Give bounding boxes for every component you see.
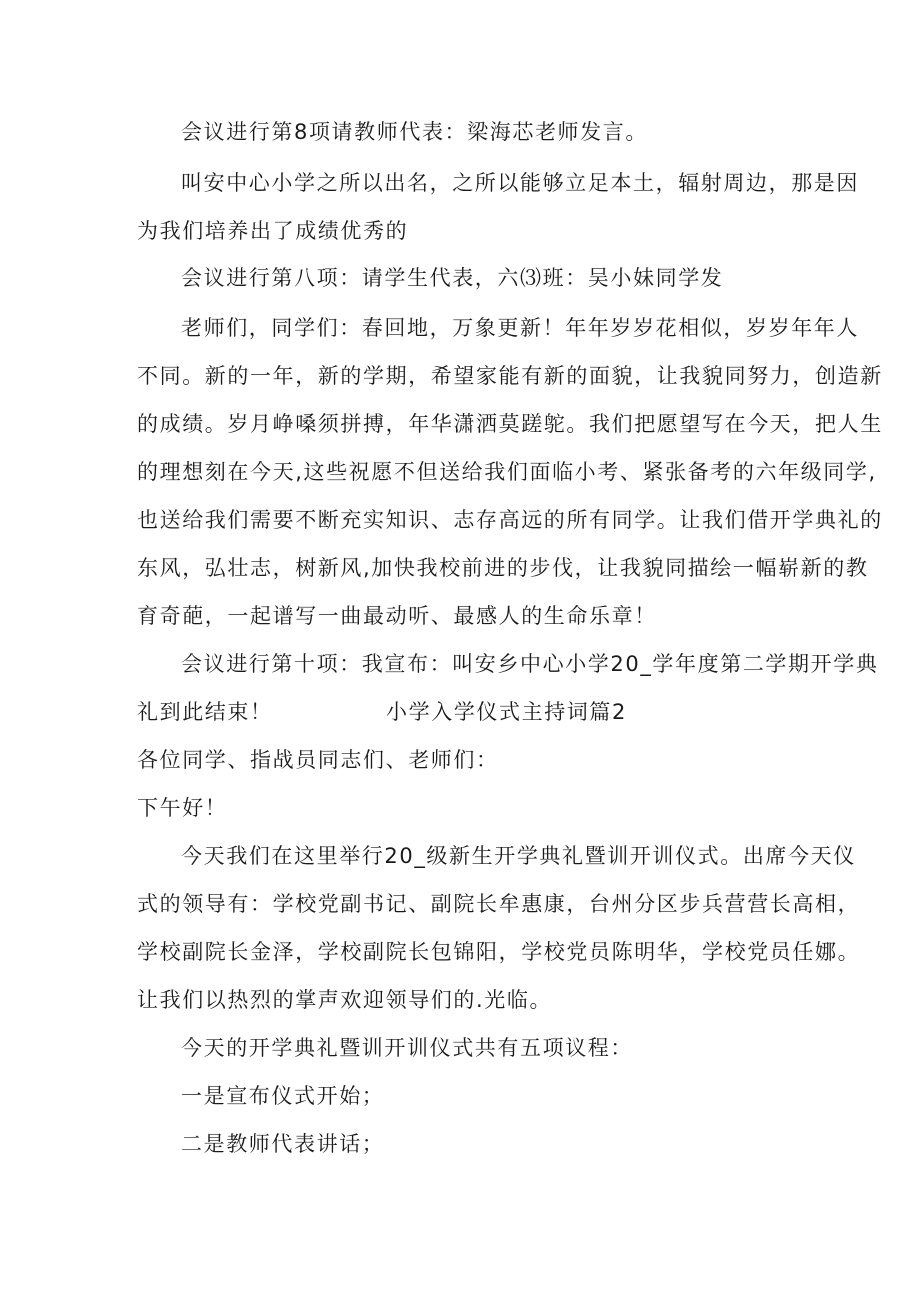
paragraph-line: 的成绩。岁月峥嗓须拼搏，年华潇洒莫蹉鸵。我们把愿望写在今天，把人生 [137, 412, 883, 436]
paragraph-line: 老师们，同学们：春回地，万象更新！年年岁岁花相似，岁岁年年人 [181, 316, 859, 340]
greeting: 下午好！ [137, 796, 228, 820]
paragraph-line: 会议进行第8项请教师代表：梁海芯老师发言。 [181, 120, 648, 144]
paragraph-line: 育奇葩，一起谱写一曲最动听、最感人的生命乐章！ [137, 604, 657, 628]
paragraph-line: 学校副院长金泽，学校副院长包锦阳，学校党员陈明华，学校党员任娜。 [137, 940, 861, 964]
paragraph-line: 礼到此结束！ [137, 700, 273, 724]
paragraph-line: 也送给我们需要不断充实知识、志存高远的所有同学。让我们借开学典礼的 [137, 508, 883, 532]
paragraph-line: 今天我们在这里举行20_级新生开学典礼暨训开训仪式。出席今天仪 [181, 844, 856, 868]
paragraph-line: 会议进行第十项：我宣布：叫安乡中心小学20_学年度第二学期开学典 [181, 652, 879, 676]
paragraph-line: 叫安中心小学之所以出名，之所以能够立足本土，辐射周边，那是因 [181, 171, 859, 195]
paragraph-line: 会议进行第八项：请学生代表，六⑶班：吴小妹同学发 [181, 266, 724, 290]
paragraph-line: 让我们以热烈的掌声欢迎领导们的.光临。 [137, 988, 553, 1012]
paragraph-line: 为我们培养出了成绩优秀的 [137, 219, 409, 243]
paragraph-line: 式的领导有：学校党副书记、副院长牟惠康，台州分区步兵营营长高相， [137, 892, 861, 916]
paragraph-line: 的理想刻在今天,这些祝愿不但送给我们面临小考、紧张备考的六年级同学, [137, 460, 877, 484]
agenda-item: 一是宣布仪式开始； [181, 1084, 385, 1108]
agenda-item: 二是教师代表讲话； [181, 1132, 385, 1156]
paragraph-line: 今天的开学典礼暨训开训仪式共有五项议程： [181, 1036, 633, 1060]
salutation: 各位同学、指战员同志们、老师们： [137, 748, 499, 772]
paragraph-line: 不同。新的一年，新的学期，希望家能有新的面貌，让我貌同努力，创造新 [137, 364, 883, 388]
paragraph-line: 东风，弘壮志，树新风,加快我校前进的步伐，让我貌同描绘一幅崭新的教 [137, 556, 869, 580]
section-heading: 小学入学仪式主持词篇2 [386, 700, 627, 724]
